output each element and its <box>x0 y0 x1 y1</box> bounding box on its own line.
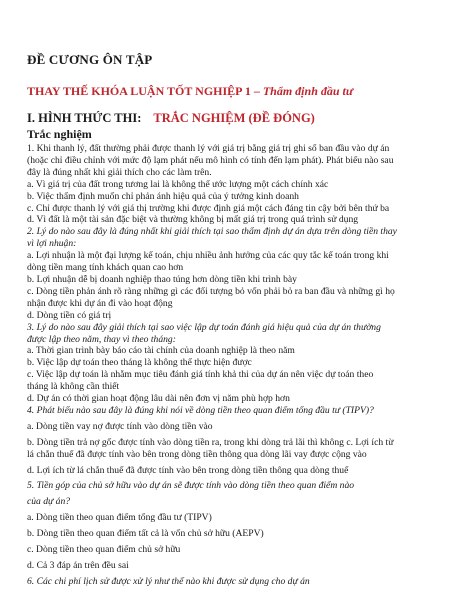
answer-option: dòng tiền mang tính khách quan cao hơn <box>27 262 184 274</box>
question-line: 6. Các chi phí lịch sử được xử lý như thế nào khi được sử dụng cho dự án <box>27 575 310 587</box>
question-line: được lập theo năm, thay vì theo tháng: <box>27 333 176 345</box>
answer-option: d. Lợi ích từ lá chắn thuế đã được tính vào bên trong dòng tiền thông qua dòng thuế <box>27 464 349 476</box>
answer-option: a. Lợi nhuận là một đại lượng kế toán, chịu nhiều ảnh hưởng của các quy tắc kế toán trong khi <box>27 250 389 262</box>
question-line: vì lợi nhuận: <box>27 238 77 250</box>
text-line: 1. Khi thanh lý, đất thường phải được thanh lý với giá trị bằng giá trị ghi sổ ban đầu vào dự án <box>27 143 390 154</box>
answer-option: b. Lợi nhuận dễ bị doanh nghiệp thao túng hơn dòng tiền khi trình bày <box>27 273 297 285</box>
answer-option: d. Dòng tiền có giá trị <box>27 309 112 321</box>
document-subtitle <box>27 84 353 99</box>
answer-option: lá chắn thuế đã được tính vào bên trong dòng tiền thông qua dòng lãi vay được cộng vào <box>27 448 367 460</box>
answer-option: c. Dòng tiền phản ánh rõ ràng những gì các đối tượng bỏ vốn phải bỏ ra ban đầu và những gì họ <box>27 285 395 297</box>
question-line: 3. Lý do nào sau đây giải thích tại sao việc lập dự toán đánh giá hiệu quả của dự án thường <box>27 321 381 333</box>
answer-option: b. Dòng tiền trả nợ gốc được tính vào dòng tiền ra, trong khi dòng trả lãi thì không c. Lợi ích từ <box>27 436 394 448</box>
subtitle-italic: Thẩm định đầu tư <box>262 84 354 98</box>
question-line: 5. Tiền góp của chủ sở hữu vào dự án sẽ được tính vào dòng tiền theo quan điểm nào <box>27 480 355 492</box>
answer-option: c. Việc lập dự toán là nhằm mục tiêu đánh giá tính khả thi của dự án nên việc dự toán theo <box>27 369 374 381</box>
section-label: I. HÌNH THỨC THI: <box>27 111 142 125</box>
subsection-heading: Trắc nghiệm <box>27 127 92 141</box>
text-line: (hoặc chỉ điều chỉnh với mức độ lạm phát nếu mô hình có tính đến lạm phát). Phát biểu nào sau <box>27 154 394 166</box>
question-line: của dự án? <box>27 496 71 508</box>
answer-option: a. Dòng tiền vay nợ được tính vào dòng tiền vào <box>27 420 213 432</box>
answer-option: b. Việc lập dự toán theo tháng là không thể thực hiện được <box>27 357 252 369</box>
text-line: đây là đúng nhất khi giải thích cho các làm trên. <box>27 166 212 178</box>
answer-option: b. Dòng tiền theo quan điểm tất cả là vốn chủ sở hữu (AEPV) <box>27 528 264 540</box>
answer-option: c. Dòng tiền theo quan điểm chủ sở hữu <box>27 544 181 556</box>
answer-option: nhận được khi dự án đi vào hoạt động <box>27 297 173 309</box>
answer-option: a. Thời gian trình bày báo cáo tài chính của doanh nghiệp là theo năm <box>27 345 295 357</box>
document-title: ĐỀ CƯƠNG ÔN TẬP <box>27 52 153 67</box>
subtitle-main: THAY THẾ KHÓA LUẬN TỐT NGHIỆP 1 – <box>27 84 263 98</box>
question-line: 2. Lý do nào sau đây là đúng nhất khi giải thích tại sao thẩm định dự án dựa trên dòng tiền thay <box>27 226 397 238</box>
answer-option: a. Vì giá trị của đất trong tương lai là không thể ước lượng một cách chính xác <box>27 178 329 190</box>
answer-option: d. Cả 3 đáp án trên đều sai <box>27 560 129 571</box>
section-heading <box>27 111 315 126</box>
answer-option: c. Chỉ được thanh lý với giá thị trường khi được định giá một cách đáng tin cậy bởi bên thứ ba <box>27 202 390 214</box>
answer-option: b. Việc thẩm định muốn chỉ phản ánh hiệu quả của ý tưởng kinh doanh <box>27 190 299 202</box>
document-body <box>27 143 459 588</box>
answer-option: tháng là không cần thiết <box>27 381 120 393</box>
section-value: TRẮC NGHIỆM (ĐỀ ĐÓNG) <box>153 111 315 125</box>
answer-option: d. Vì đất là một tài sản đặc biệt và thường không bị mất giá trị trong quá trình sử dụng <box>27 214 359 226</box>
answer-option: d. Dự án có thời gian hoạt động lâu dài nên đơn vị năm phù hợp hơn <box>27 393 290 405</box>
question-line: 4. Phát biểu nào sau đây là đúng khi nói về dòng tiền theo quan điểm tổng đầu tư (TIPV)? <box>27 404 374 416</box>
answer-option: a. Dòng tiền theo quan điểm tổng đầu tư (TIPV) <box>27 512 212 524</box>
